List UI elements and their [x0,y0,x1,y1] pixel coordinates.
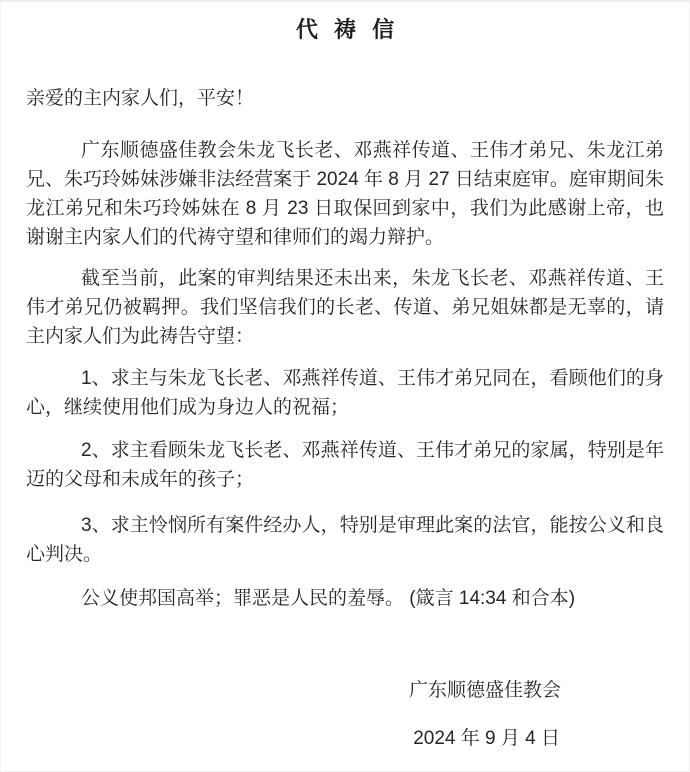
document-title: 代 祷 信 [295,17,400,42]
prayer-item-1: 1、求主与朱龙飞长老、邓燕祥传道、王伟才弟兄同在，看顾他们的身心，继续使用他们成为身边人的祝福； [26,368,664,418]
signature-church-name: 广东顺德盛佳教会 [408,680,561,701]
paragraph-current-status: 截至当前，此案的审判结果还未出来，朱龙飞长老、邓燕祥传道、王伟才弟兄仍被羁押。我们坚信我们的长老、传道、弟兄姐妹都是无辜的，请主内家人们为此祷告守望： [26,268,664,347]
scripture-quote: 公义使邦国高举；罪恶是人民的羞辱。 (箴言 14:34 和合本) [81,588,576,609]
prayer-item-2: 2、求主看顾朱龙飞长老、邓燕祥传道、王伟才弟兄的家属，特别是年迈的父母和未成年的孩子； [26,440,664,490]
signature-date: 2024 年 9 月 4 日 [413,728,560,749]
paragraph-trial-update: 广东顺德盛佳教会朱龙飞长老、邓燕祥传道、王伟才弟兄、朱龙江弟兄、朱巧玲姊妹涉嫌非法经营案于 2024 年 8 月 27 日结束庭审。庭审期间朱龙江弟兄和朱巧玲姊妹在 8 月 23 日取保回到家中，我们为此感谢上帝，也谢谢主内家人们的代祷守望和律师们的竭力辩护。 [26,140,664,248]
greeting-line: 亲爱的主内家人们，平安！ [26,88,255,109]
prayer-item-3: 3、求主怜悯所有案件经办人，特别是审理此案的法官，能按公义和良心判决。 [26,515,664,565]
